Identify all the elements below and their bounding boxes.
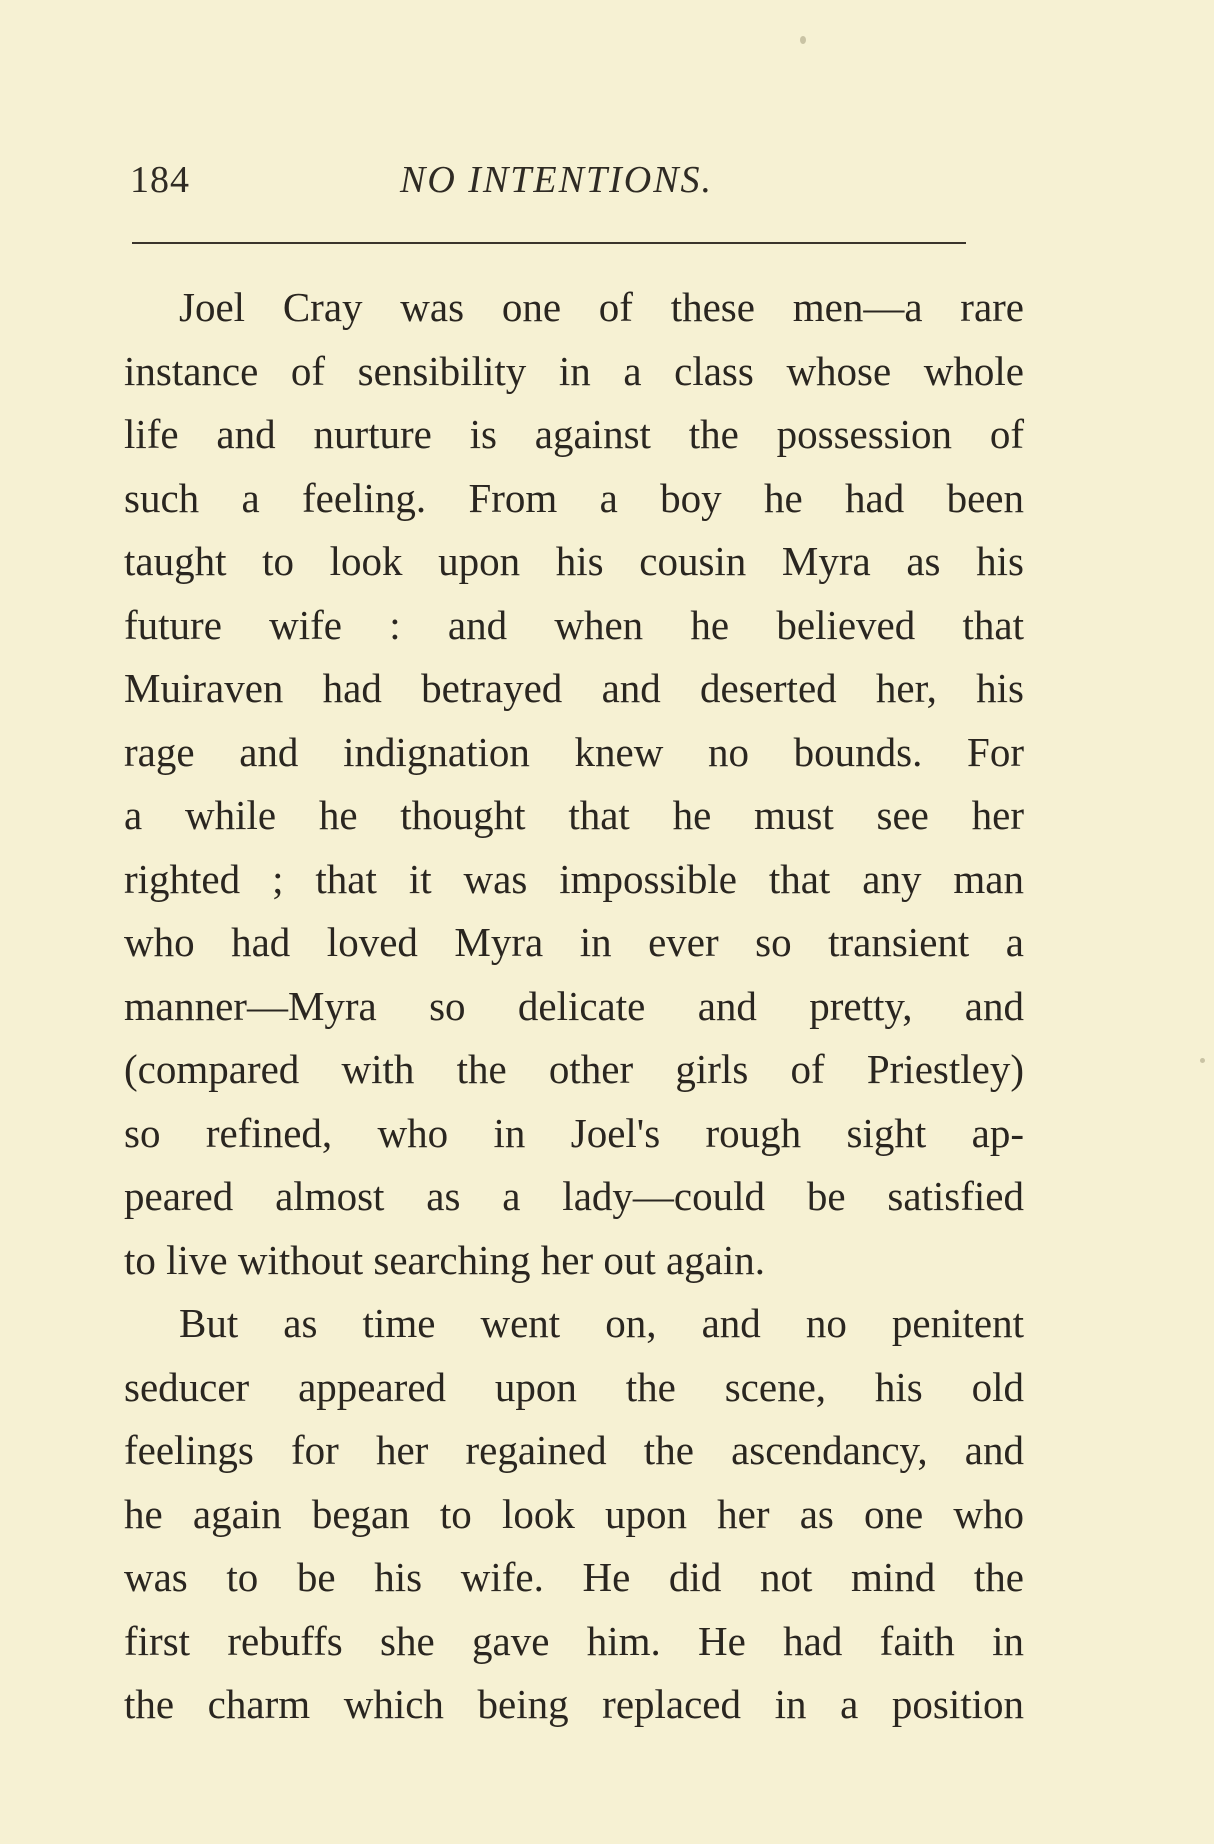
text-line: such a feeling. From a boy he had been xyxy=(124,474,1024,521)
text-line: the charm which being replaced in a position xyxy=(124,1681,1024,1727)
text-line: who had loved Myra in ever so transient a xyxy=(124,919,1024,965)
text-line: was to be his wife. He did not mind the xyxy=(124,1554,1024,1600)
header-rule xyxy=(132,242,966,244)
paper-speck xyxy=(800,36,806,44)
text-line: to live without searching her out again. xyxy=(124,1236,766,1283)
text-line: peared almost as a lady—could be satisfied xyxy=(124,1173,1024,1219)
text-line: righted ; that it was impossible that any man xyxy=(124,855,1024,902)
text-line: instance of sensibility in a class whose whole xyxy=(124,347,1024,394)
text-line: But as time went on, and no penitent xyxy=(179,1300,1024,1346)
text-line: he again began to look upon her as one who xyxy=(124,1490,1024,1537)
running-header xyxy=(130,158,1020,208)
text-line: Muiraven had betrayed and deserted her, his xyxy=(124,665,1024,711)
text-line: rage and indignation knew no bounds. For xyxy=(124,728,1024,775)
text-line: so refined, who in Joel's rough sight ap- xyxy=(124,1109,1024,1156)
running-title: NO INTENTIONS. xyxy=(400,159,714,201)
text-line: manner—Myra so delicate and pretty, and xyxy=(124,982,1024,1029)
paper-speck xyxy=(1200,1058,1205,1063)
body-text xyxy=(124,276,1024,1737)
text-line: first rebuffs she gave him. He had faith in xyxy=(124,1617,1024,1664)
text-line: (compared with the other girls of Priestley) xyxy=(124,1046,1024,1092)
text-line: Joel Cray was one of these men—a rare xyxy=(179,284,1024,330)
text-line: seducer appeared upon the scene, his old xyxy=(124,1363,1024,1410)
text-line: a while he thought that he must see her xyxy=(124,792,1024,838)
page-number: 184 xyxy=(130,159,190,201)
text-line: taught to look upon his cousin Myra as his xyxy=(124,538,1024,584)
text-line: life and nurture is against the possession of xyxy=(124,411,1024,457)
text-line: feelings for her regained the ascendancy, and xyxy=(124,1427,1024,1473)
text-line: future wife : and when he believed that xyxy=(124,601,1024,648)
